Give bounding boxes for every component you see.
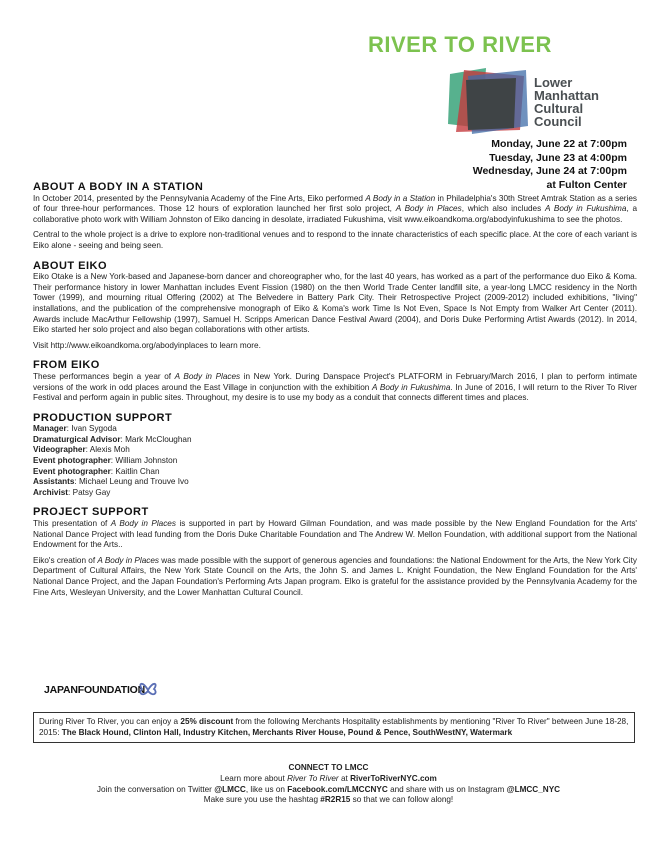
connect-line: Learn more about River To River at RiverToRiverNYC.com (220, 773, 437, 783)
connect-line: Join the conversation on Twitter @LMCC, like us on Facebook.com/LMCCNYC and share with us on Instagram @LMCC_NYC (96, 784, 561, 794)
section-about-station (33, 182, 637, 252)
festival-title: RIVER TO RIVER (368, 32, 552, 57)
section-heading: FROM EIKO (33, 359, 100, 372)
section-heading: PRODUCTION SUPPORT (33, 411, 173, 424)
credit-line: Event photographer: Kaitlin Chan (33, 466, 160, 476)
lmcc-wordmark: Lower Manhattan Cultural Council (534, 75, 599, 129)
connect-heading: CONNECT TO LMCC (288, 763, 369, 772)
paragraph: This presentation of A Body in Places is supported in part by Howard Gilman Foundation, and was made possible by the New England Foundation for the Arts' National Dance Project with lead funding from the Doris Duke Charitable Foundation and The Andrew W. Mellon Foundation, with additional support from the National Endowment for the Arts.. (33, 519, 637, 550)
schedule-line: Tuesday, June 23 at 4:00pm (489, 151, 627, 164)
japan-foundation-logo (44, 680, 184, 702)
credit-line: Assistants: Michael Leung and Trouve Ivo (33, 477, 189, 487)
paragraph: Eiko's creation of A Body in Places was made possible with the support of generous agencies and foundations: the National Endowment for the Arts, the New York City Department of Cultural Affairs, the New York State Council on the Arts, the John S. and James L. Knight Foundation, the New England Foundation for the Arts' National Dance Project, and the Japan Foundation's Performing Arts Japan program. Elko is grateful for the assistance provided by the Pennsylvania Academy for the Fine Arts, Wesleyan University, and the Lower Manhattan Cultural Council. (33, 555, 637, 597)
credit-line: Videographer: Alexis Moh (33, 445, 130, 455)
schedule-line: Monday, June 22 at 7:00pm (491, 138, 627, 150)
schedule-line: Wednesday, June 24 at 7:00pm (472, 165, 627, 177)
facebook-link[interactable]: Facebook.com/LMCCNYC (287, 784, 388, 794)
lmcc-logo (446, 66, 646, 136)
connect-line: Make sure you use the hashtag #R2R15 so that we can follow along! (203, 795, 454, 805)
paragraph: Visit http://www.eikoandkoma.org/abodyinplaces to learn more. (33, 340, 261, 350)
credit-line: Manager: Ivan Sygoda (33, 424, 117, 434)
website-link[interactable]: RiverToRiverNYC.com (350, 773, 437, 783)
credit-line: Dramaturgical Advisor: Mark McCloughan (33, 434, 192, 444)
credit-line: Archivist: Patsy Gay (33, 487, 111, 497)
paragraph: In October 2014, presented by the Pennsylvania Academy of the Fine Arts, Eiko performed A Body in a Station in Philadelphia's 30th Street Amtrak Station as a series of four three-hour performances. Those 12 hours of exploration launched her first solo project, A Body in Places, which also includes A Body in Fukushima, a collaborative photo work with William Johnston of Eiko dancing in desolate, irradiated Fukushima, visit www.eikoandkoma.org/abodyinfukushima to see the photos. (33, 193, 638, 224)
section-from-eiko (33, 360, 637, 403)
lmcc-logo-graphic (446, 66, 530, 136)
instagram-handle[interactable]: @LMCC_NYC (506, 784, 561, 794)
butterfly-icon (136, 678, 160, 702)
section-about-eiko (33, 261, 637, 352)
paragraph: Central to the whole project is a drive to explore non-traditional venues and to respond to the innate characteristics of each specific place. At the core of each variant is Eiko alone - seeing and being seen. (33, 230, 637, 250)
section-heading: PROJECT SUPPORT (33, 506, 149, 519)
credit-line: Event photographer: William Johnston (33, 456, 178, 466)
section-heading: ABOUT EIKO (33, 259, 108, 272)
paragraph: These performances begin a year of A Body in Places in New York. During Danspace Project's PLATFORM in February/March 2016, I plan to perform intimate versions of the work in odd places around the East Village in conjunction with the exhibition A Body in Fukushima. In June of 2016, I will return to the River To River Festival and perform again in public sites. Throughout, my desire is to use my body as a conduit that connects different times and places. (33, 371, 637, 403)
section-heading: ABOUT A BODY IN A STATION (33, 181, 204, 193)
hashtag: #R2R15 (320, 795, 351, 805)
paragraph: Eiko Otake is a New York-based and Japanese-born dancer and choreographer who, for the last 40 years, has worked as a part of the performance duo Eiko & Koma. Their performance history in lower Manhattan includes Event Fission (1980) on the then World Trade Center landfill site, a year-long LMCC residency in the North Tower (1999), and mourning ritual Offering (2002) at The Belvedere in Battery Park City. Their Retrospective Project (2009-2012) included exhibitions, "living" installations, and the publication of the comprehensive monograph of Eiko & Koma's work Time Is Not Even, Space Is Not Empty from Walker Art Center (2011). Awards include MacArthur Fellowship (1997), Samuel H. Scripps American Dance Festival Award (2004), and Doris Duke Performing Artist Awards (2012). In 2014, Eiko started her solo project and also began collaborations with other artists. (33, 272, 637, 335)
section-production-support (33, 413, 637, 499)
section-project-support (33, 507, 637, 598)
japan-foundation-wordmark: JAPANFOUNDATION (44, 684, 146, 696)
twitter-handle[interactable]: @LMCC (214, 784, 246, 794)
connect-section (0, 763, 657, 806)
program-body (33, 182, 637, 607)
schedule-venue: at Fulton Center (546, 178, 627, 191)
discount-promo-box: During River To River, you can enjoy a 25% discount from the following Merchants Hospitality establishments by mentioning "River To River" between June 18-28, 2015: The Black Hound, Clinton Hall, Industry Kitchen, Merchants River House, Pound & Pence, SouthWestNY, Watermark (33, 712, 635, 743)
